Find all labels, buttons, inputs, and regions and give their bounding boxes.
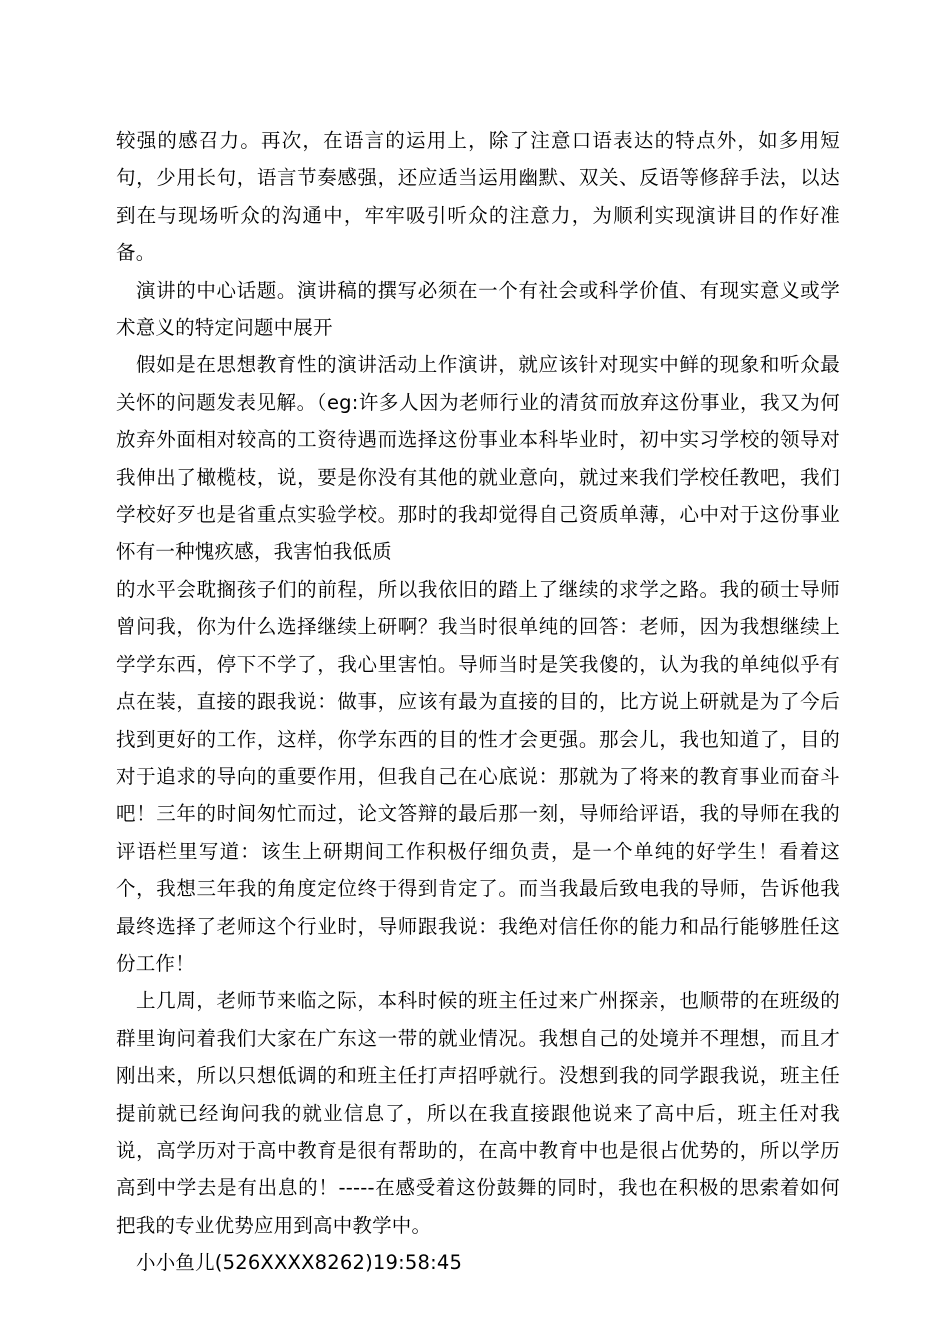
document-body xyxy=(116,122,840,1282)
paragraph-ideological-education: 假如是在思想教育性的演讲活动上作演讲，就应该针对现实中鲜的现象和听众最关怀的问题发表见解。（eg:许多人因为老师行业的清贫而放弃这份事业，我又为何放弃外面相对较高的工资待遇而选择这份事业本科毕业时，初中实习学校的领导对我伸出了橄榄枝，说，要是你没有其他的就业意向，就过来我们学校任教吧，我们学校好歹也是省重点实验学校。那时的我却觉得自己资质单薄，心中对于这份事业怀有一种愧疚感，我害怕我低质 xyxy=(116,353,840,564)
paragraph-speech-language: 较强的感召力。再次，在语言的运用上，除了注意口语表达的特点外，如多用短句，少用长句，语言节奏感强，还应适当运用幽默、双关、反语等修辞手法，以达到在与现场听众的沟通中，牢牢吸引听众的注意力，为顺利实现演讲目的作好准备。 xyxy=(116,129,840,265)
paragraph-teachers-day: 上几周，老师节来临之际，本科时候的班主任过来广州探亲，也顺带的在班级的群里询问着我们大家在广东这一带的就业情况。我想自己的处境并不理想，而且才刚出来，所以只想低调的和班主任打声招呼就行。没想到我的同学跟我说，班主任提前就已经询问我的就业信息了，所以在我直接跟他说来了高中后，班主任对我说，高学历对于高中教育是很有帮助的，在高中教育中也是很占优势的，所以学历高到中学去是有出息的！-----在感受着这份鼓舞的同时，我也在积极的思索着如何把我的专业优势应用到高中教学中。 xyxy=(116,989,840,1237)
chat-sender-timestamp: 小小鱼儿(526XXXX8262)19:58:45 xyxy=(136,1251,463,1275)
paragraph-central-topic: 演讲的中心话题。演讲稿的撰写必须在一个有社会或科学价值、有现实意义或学术意义的特定问题中展开 xyxy=(116,278,840,340)
paragraph-graduate-study: 的水平会耽搁孩子们的前程，所以我依旧的踏上了继续的求学之路。我的硕士导师曾问我，你为什么选择继续上研啊？我当时很单纯的回答：老师，因为我想继续上学学东西，停下不学了，我心里害怕。导师当时是笑我傻的，认为我的单纯似乎有点在装，直接的跟我说：做事，应该有最为直接的目的，比方说上研就是为了今后找到更好的工作，这样，你学东西的目的性才会更强。那会儿，我也知道了，目的对于追求的导向的重要作用，但我自己在心底说：那就为了将来的教育事业而奋斗吧！三年的时间匆忙而过，论文答辩的最后那一刻，导师给评语，我的导师在我的评语栏里写道：该生上研期间工作积极仔细负责，是一个单纯的好学生！看着这个，我想三年我的角度定位终于得到肯定了。而当我最后致电我的导师，告诉他我最终选择了老师这个行业时，导师跟我说：我绝对信任你的能力和品行能够胜任这份工作！ xyxy=(116,577,840,975)
